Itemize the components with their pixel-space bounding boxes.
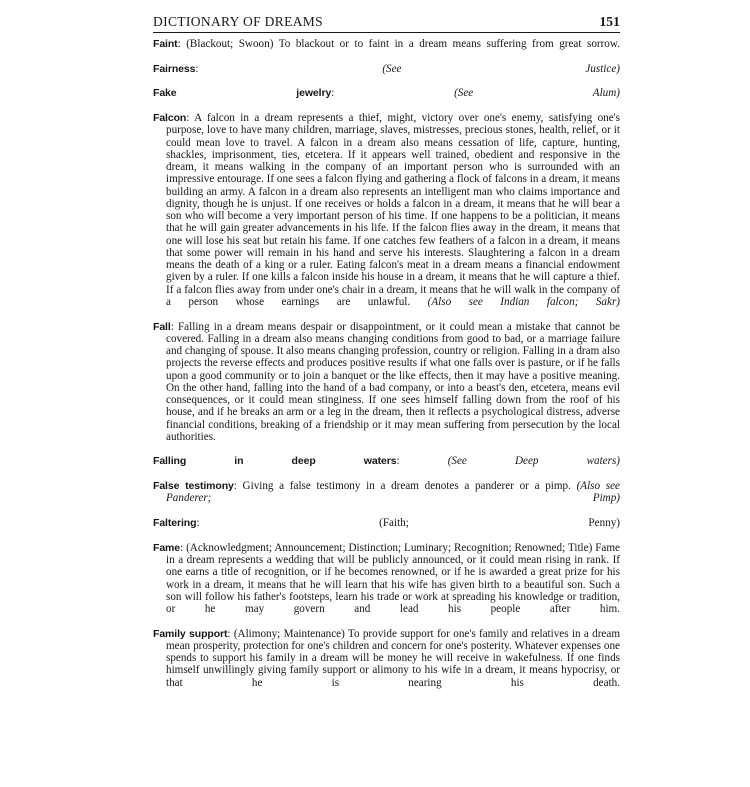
- entry-separator: :: [180, 541, 187, 554]
- running-head-title: DICTIONARY OF DREAMS: [153, 14, 324, 29]
- entry-body: (Faith; Penny): [379, 517, 620, 530]
- entry-body: Giving a false testimony in a dream denotes a panderer or a pimp.: [242, 480, 577, 493]
- entry-cross-reference[interactable]: (Also see Indian falcon; Sakr): [427, 295, 620, 308]
- entry-headword: Faltering: [153, 517, 197, 530]
- entry-headword: Falling in deep waters: [153, 455, 397, 468]
- entry-body: Falling in a dream means despair or disappointment, or it could mean a mistake that cannot be covered. Falling in a dream also means changing conditions from good to bad, or a marriage failure and changing of spouse. It also means changing profession, country or religion. Falling in a dram also projects the reverse effects and produces positive results if what one falls over is pasture, or if he falls upon a good community or to join a banquet or the like effects, then it may have a positive meaning. On the other hand, falling into the hand of a bad company, or into a beast's den, etcetera, means evil consequences, or it could mean stinginess. If one sees himself falling down from the roof of his house, and if he breaks an arm or a leg in the dream, then it reflects a psychological distress, adverse financial conditions, breaking of a friendship or it may mean suffering from persecution by the local authorities.: [166, 320, 621, 443]
- entry-body: (Alimony; Maintenance) To provide support for one's family and relatives in a dream mean prosperity, protection for one's children and concern for one's posterity. Whatever expenses one spends to support his family in a dream will be money he will receive in wakefulness. If one finds himself unwillingly giving family support or alimony to his wife in a dream, it means hypocrisy, or that he is nearing his death.: [166, 627, 620, 689]
- dictionary-entry: [153, 628, 620, 702]
- entry-separator: :: [233, 480, 243, 493]
- dictionary-entry: [153, 542, 620, 628]
- entry-body: A falcon in a dream represents a thief, might, victory over one's enemy, satisfying one's purpose, love to have many children, marriage, slaves, mistresses, precious stones, health, relief, or it could mean love to travel. A falcon in a dream also means cessation of life, capture, hunting, shackles, imprisonment, ties, etcetera. If it appears well trained, obedient and responsive in the dream, it means walking in the company of an important person who is surrounded with an impressive entourage. If one sees a falcon flying and gathering a flock of falcons in a dream, it means building an army. A falcon in a dream also represents an intelligent man who claims importance and dignity, though he is unjust. If one receives or holds a falcon in a dream, it means that he will bear a son who will become a very important person of his time. If one happens to be a politician, it means that he will gain greater advancements in his life. If the falcon flies away in the dream, it means that one will lose his seat but retain his fame. If one catches few feathers of a falcon in a dream, it means that some power will remain in his hand and serve his interests. Slaughtering a falcon in a dream means the death of a king or a ruler. Eating falcon's meat in a dream means a financial endowment given by a ruler. If one kills a falcon inside his house in a dream, it means that he will capture a thief. If a falcon flies away from under one's chair in a dream, it means that he will walk in the company of a person whose earnings are unlawful.: [166, 112, 621, 308]
- page-number: 151: [599, 14, 620, 29]
- entry-cross-reference[interactable]: (See Justice): [382, 62, 620, 75]
- entry-headword: Faint: [153, 38, 178, 50]
- dictionary-entry: [153, 480, 620, 517]
- entry-body: (Blackout; Swoon) To blackout or to faint in a dream means suffering from great sorrow.: [186, 38, 620, 50]
- entry-body: (Acknowledgment; Announcement; Distinction; Luminary; Recognition; Renowned; Title) Fame in a dream represents a wedding that will be publicly announced, or it could mean rising in rank. If one earns a title of recognition, or if he becomes renowned, or if he is awarded a great prize for his work in a dream, it means that he will learn that his wife has given birth to a beautiful son. Such a son will follow his father's footsteps, learn his trade or work at spreading his knowledge or tradition, or he may govern and lead his people after him.: [166, 541, 620, 615]
- dictionary-entry: [153, 321, 620, 456]
- dictionary-entry: [153, 112, 620, 320]
- entry-separator: :: [195, 62, 383, 75]
- dictionary-entry: [153, 517, 620, 542]
- dictionary-entry: [153, 63, 620, 88]
- header-rule: [153, 32, 620, 33]
- entry-headword: Fairness: [153, 62, 196, 75]
- entry-headword: Family support: [153, 627, 228, 640]
- entry-separator: :: [331, 87, 455, 100]
- book-page: [153, 14, 620, 701]
- dictionary-entry: [153, 38, 620, 63]
- dictionary-entry: [153, 87, 620, 112]
- entry-cross-reference[interactable]: (Also see Panderer; Pimp): [166, 480, 620, 505]
- entry-cross-reference[interactable]: (See Alum): [454, 87, 620, 100]
- entry-separator: :: [170, 320, 178, 333]
- running-head: [153, 14, 620, 31]
- entry-headword: Fall: [153, 320, 171, 333]
- entry-headword: False testimony: [153, 480, 234, 493]
- entry-separator: :: [396, 455, 448, 468]
- dictionary-entries: [153, 38, 620, 701]
- entry-cross-reference[interactable]: (See Deep waters): [447, 455, 621, 468]
- entry-separator: :: [177, 38, 187, 50]
- entry-headword: Falcon: [153, 112, 187, 125]
- entry-separator: :: [196, 517, 380, 530]
- entry-separator: :: [227, 627, 234, 640]
- entry-headword: Fake jewelry: [153, 87, 332, 100]
- entry-separator: :: [186, 112, 195, 125]
- entry-headword: Fame: [153, 541, 181, 554]
- dictionary-entry: [153, 455, 620, 480]
